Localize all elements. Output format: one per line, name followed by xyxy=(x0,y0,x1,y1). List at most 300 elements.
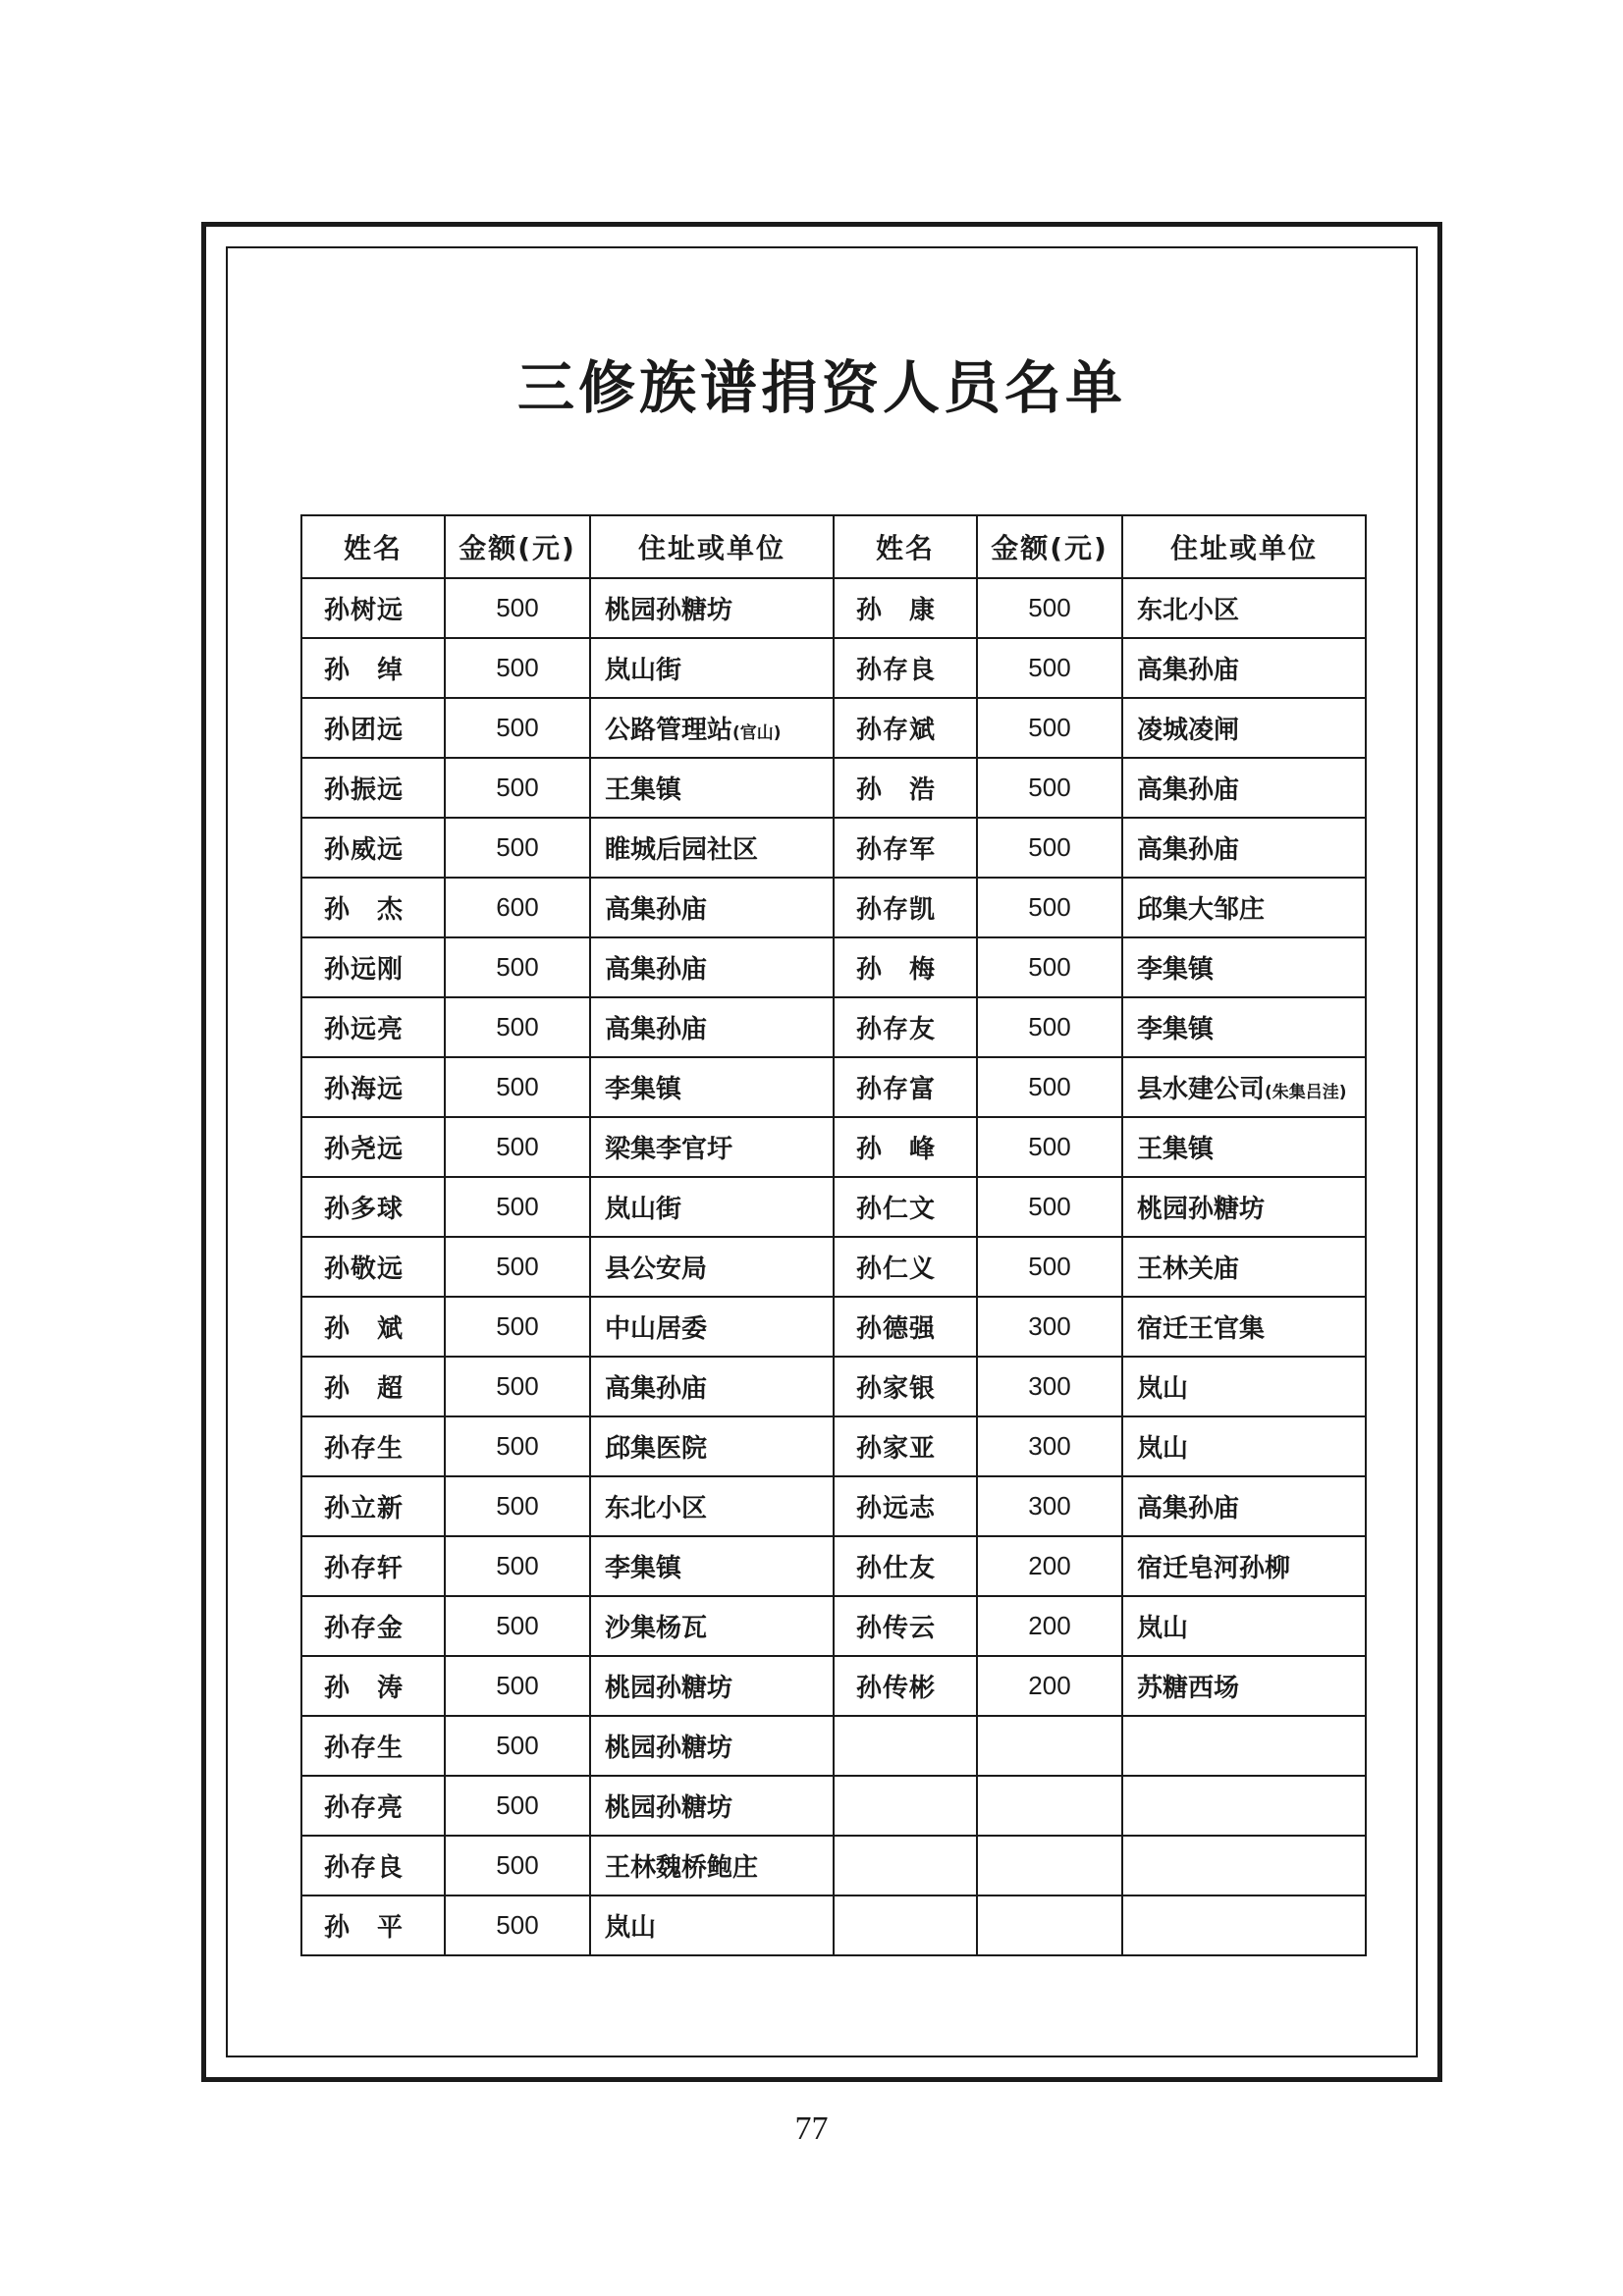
address-text: 高集孙庙 xyxy=(1137,775,1240,805)
donor-amount-cell-right xyxy=(977,818,1122,878)
donor-name-cell-right xyxy=(834,878,977,937)
donor-amount-cell-right xyxy=(977,1596,1122,1656)
donor-amount-cell-right xyxy=(977,1297,1122,1357)
name-text: 孙存良 xyxy=(324,1853,405,1883)
amount-text: 500 xyxy=(496,1012,539,1041)
donor-amount-cell-left xyxy=(445,1596,590,1656)
donor-amount-cell-right xyxy=(977,1896,1122,1955)
name-text: 孙 绰 xyxy=(324,656,405,685)
donor-name-cell-left xyxy=(301,1237,445,1297)
donor-amount-cell-right xyxy=(977,1117,1122,1177)
address-text: 宿迁皂河孙柳 xyxy=(1137,1554,1291,1583)
donor-name-cell-left xyxy=(301,1776,445,1836)
donor-name-cell-right xyxy=(834,1776,977,1836)
address-text: 桃园孙糖坊 xyxy=(605,1734,733,1763)
address-text: 李集镇 xyxy=(1137,955,1215,985)
name-text: 孙振远 xyxy=(324,775,405,805)
name-text: 孙威远 xyxy=(324,835,405,865)
address-text: 东北小区 xyxy=(605,1494,708,1523)
name-text: 孙立新 xyxy=(324,1494,405,1523)
outer-border-frame xyxy=(201,222,1442,2082)
name-text: 孙存生 xyxy=(324,1434,405,1464)
name-text: 孙多球 xyxy=(324,1195,405,1224)
donor-name-cell-right xyxy=(834,1297,977,1357)
amount-text: 500 xyxy=(1028,1072,1071,1101)
donor-address-cell-left xyxy=(590,1536,834,1596)
table-header xyxy=(301,515,1366,578)
donor-address-cell-right xyxy=(1122,1357,1366,1416)
donor-name-cell-right xyxy=(834,1117,977,1177)
donor-name-cell-right xyxy=(834,638,977,698)
table-row xyxy=(301,818,1366,878)
address-text: 高集孙庙 xyxy=(605,1015,708,1044)
donor-amount-cell-left xyxy=(445,758,590,818)
donor-address-cell-left xyxy=(590,1357,834,1416)
donor-address-cell-left xyxy=(590,937,834,997)
amount-text: 500 xyxy=(1028,892,1071,922)
donor-name-cell-right xyxy=(834,1416,977,1476)
donor-amount-cell-right xyxy=(977,1177,1122,1237)
donor-name-cell-right xyxy=(834,1357,977,1416)
donor-address-cell-left xyxy=(590,1656,834,1716)
donor-address-cell-right xyxy=(1122,937,1366,997)
amount-text: 500 xyxy=(496,773,539,802)
donor-address-cell-left xyxy=(590,638,834,698)
header-name-right: 姓名 xyxy=(834,515,977,578)
amount-text: 500 xyxy=(496,832,539,862)
address-text: 桃园孙糖坊 xyxy=(605,1793,733,1823)
address-text: 李集镇 xyxy=(605,1075,682,1104)
donor-address-cell-right xyxy=(1122,1057,1366,1117)
donor-amount-cell-right xyxy=(977,997,1122,1057)
donor-name-cell-right xyxy=(834,1177,977,1237)
address-text: 王林关庙 xyxy=(1137,1255,1240,1284)
donor-name-cell-right xyxy=(834,1596,977,1656)
donor-address-cell-left xyxy=(590,1596,834,1656)
donor-name-cell-left xyxy=(301,878,445,937)
table-row xyxy=(301,758,1366,818)
donor-name-cell-right xyxy=(834,1896,977,1955)
amount-text: 500 xyxy=(496,1132,539,1161)
table-row xyxy=(301,1416,1366,1476)
donor-name-cell-left xyxy=(301,1416,445,1476)
amount-text: 500 xyxy=(496,593,539,622)
donor-address-cell-left xyxy=(590,878,834,937)
address-text: 高集孙庙 xyxy=(1137,1494,1240,1523)
amount-text: 600 xyxy=(496,892,539,922)
donor-name-cell-left xyxy=(301,1297,445,1357)
name-text: 孙仁文 xyxy=(856,1195,937,1224)
donor-address-cell-left xyxy=(590,758,834,818)
donor-address-cell-left xyxy=(590,1237,834,1297)
name-text: 孙仁义 xyxy=(856,1255,937,1284)
amount-text: 500 xyxy=(496,1311,539,1341)
name-text: 孙存良 xyxy=(856,656,937,685)
inner-border-frame xyxy=(226,246,1418,2057)
address-text: 苏糖西场 xyxy=(1137,1674,1240,1703)
name-text: 孙存金 xyxy=(324,1614,405,1643)
donor-amount-cell-left xyxy=(445,1177,590,1237)
address-text: 高集孙庙 xyxy=(605,1374,708,1404)
address-text: 岚山 xyxy=(1137,1614,1189,1643)
address-text: 王集镇 xyxy=(1137,1135,1215,1164)
amount-text: 500 xyxy=(1028,713,1071,742)
donor-name-cell-left xyxy=(301,1177,445,1237)
table-row xyxy=(301,1177,1366,1237)
name-text: 孙存友 xyxy=(856,1015,937,1044)
address-text: 岚山 xyxy=(1137,1374,1189,1404)
table-row xyxy=(301,1357,1366,1416)
amount-text: 500 xyxy=(496,1790,539,1820)
donor-amount-cell-right xyxy=(977,937,1122,997)
address-text: 县公安局 xyxy=(605,1255,708,1284)
donor-address-cell-left xyxy=(590,1716,834,1776)
name-text: 孙 康 xyxy=(856,596,937,625)
donor-address-cell-right xyxy=(1122,1716,1366,1776)
donor-name-cell-left xyxy=(301,1896,445,1955)
donor-address-cell-right xyxy=(1122,698,1366,758)
table-row xyxy=(301,1836,1366,1896)
donor-address-cell-right xyxy=(1122,1656,1366,1716)
address-text: 李集镇 xyxy=(1137,1015,1215,1044)
donor-name-cell-left xyxy=(301,1536,445,1596)
table-row xyxy=(301,1237,1366,1297)
donor-name-cell-right xyxy=(834,937,977,997)
address-text: 王林魏桥鲍庄 xyxy=(605,1853,759,1883)
amount-text: 500 xyxy=(496,952,539,982)
donor-amount-cell-right xyxy=(977,1656,1122,1716)
table-row xyxy=(301,1297,1366,1357)
address-text: 高集孙庙 xyxy=(1137,656,1240,685)
donor-address-cell-right xyxy=(1122,818,1366,878)
donor-name-cell-left xyxy=(301,1057,445,1117)
donor-name-cell-right xyxy=(834,1656,977,1716)
donor-address-cell-left xyxy=(590,698,834,758)
address-text: 桃园孙糖坊 xyxy=(605,1674,733,1703)
donor-table xyxy=(300,514,1367,1956)
donor-amount-cell-right xyxy=(977,1836,1122,1896)
amount-text: 300 xyxy=(1028,1491,1071,1521)
donor-name-cell-left xyxy=(301,1836,445,1896)
name-text: 孙远志 xyxy=(856,1494,937,1523)
donor-amount-cell-right xyxy=(977,698,1122,758)
donor-amount-cell-left xyxy=(445,1776,590,1836)
amount-text: 500 xyxy=(1028,653,1071,682)
donor-amount-cell-left xyxy=(445,1836,590,1896)
address-text: 凌城凌闸 xyxy=(1137,716,1240,745)
donor-address-cell-right xyxy=(1122,1237,1366,1297)
name-text: 孙存亮 xyxy=(324,1793,405,1823)
donor-amount-cell-left xyxy=(445,638,590,698)
header-name-left: 姓名 xyxy=(301,515,445,578)
donor-address-cell-right xyxy=(1122,1596,1366,1656)
name-text: 孙家亚 xyxy=(856,1434,937,1464)
donor-amount-cell-right xyxy=(977,638,1122,698)
donor-name-cell-right xyxy=(834,1057,977,1117)
table-row xyxy=(301,937,1366,997)
donor-address-cell-left xyxy=(590,997,834,1057)
donor-amount-cell-left xyxy=(445,1476,590,1536)
name-text: 孙传彬 xyxy=(856,1674,937,1703)
donor-address-cell-right xyxy=(1122,1117,1366,1177)
donor-address-cell-right xyxy=(1122,1476,1366,1536)
name-text: 孙存生 xyxy=(324,1734,405,1763)
donor-address-cell-right xyxy=(1122,638,1366,698)
address-text: 睢城后园社区 xyxy=(605,835,759,865)
address-note-text: (官山) xyxy=(732,723,782,743)
donor-name-cell-right xyxy=(834,818,977,878)
donor-address-cell-right xyxy=(1122,578,1366,638)
address-text: 邱集大邹庄 xyxy=(1137,895,1266,925)
donor-name-cell-left xyxy=(301,1716,445,1776)
name-text: 孙存轩 xyxy=(324,1554,405,1583)
donor-address-cell-left xyxy=(590,1117,834,1177)
donor-amount-cell-right xyxy=(977,1536,1122,1596)
amount-text: 200 xyxy=(1028,1611,1071,1640)
name-text: 孙家银 xyxy=(856,1374,937,1404)
donor-amount-cell-left xyxy=(445,1416,590,1476)
donor-name-cell-left xyxy=(301,638,445,698)
donor-name-cell-right xyxy=(834,997,977,1057)
donor-amount-cell-left xyxy=(445,878,590,937)
donor-name-cell-right xyxy=(834,1237,977,1297)
header-address-left: 住址或单位 xyxy=(590,515,834,578)
name-text: 孙传云 xyxy=(856,1614,937,1643)
name-text: 孙远刚 xyxy=(324,955,405,985)
table-row xyxy=(301,638,1366,698)
donor-amount-cell-right xyxy=(977,1716,1122,1776)
donor-amount-cell-left xyxy=(445,1536,590,1596)
donor-address-cell-left xyxy=(590,1297,834,1357)
name-text: 孙敬远 xyxy=(324,1255,405,1284)
amount-text: 500 xyxy=(496,1850,539,1880)
name-text: 孙团远 xyxy=(324,716,405,745)
name-text: 孙 梅 xyxy=(856,955,937,985)
name-text: 孙海远 xyxy=(324,1075,405,1104)
header-row xyxy=(301,515,1366,578)
donor-amount-cell-left xyxy=(445,818,590,878)
address-text: 宿迁王官集 xyxy=(1137,1314,1266,1344)
donor-address-cell-right xyxy=(1122,997,1366,1057)
address-text: 县水建公司 xyxy=(1137,1075,1266,1104)
donor-amount-cell-left xyxy=(445,1896,590,1955)
page-title: 三修族谱捐资人员名单 xyxy=(516,354,1126,421)
amount-text: 500 xyxy=(1028,1132,1071,1161)
address-text: 岚山 xyxy=(1137,1434,1189,1464)
donor-address-cell-left xyxy=(590,818,834,878)
donor-address-cell-right xyxy=(1122,1177,1366,1237)
donor-address-cell-right xyxy=(1122,1896,1366,1955)
amount-text: 200 xyxy=(1028,1551,1071,1580)
donor-amount-cell-right xyxy=(977,878,1122,937)
donor-name-cell-right xyxy=(834,1836,977,1896)
donor-address-cell-left xyxy=(590,1776,834,1836)
address-text: 梁集李官圩 xyxy=(605,1135,733,1164)
name-text: 孙 斌 xyxy=(324,1314,405,1344)
address-text: 邱集医院 xyxy=(605,1434,708,1464)
donor-amount-cell-right xyxy=(977,1476,1122,1536)
donor-amount-cell-left xyxy=(445,937,590,997)
header-amount-left: 金额(元) xyxy=(445,515,590,578)
address-text: 王集镇 xyxy=(605,775,682,805)
donor-name-cell-left xyxy=(301,818,445,878)
donor-amount-cell-left xyxy=(445,1237,590,1297)
amount-text: 500 xyxy=(496,1072,539,1101)
amount-text: 500 xyxy=(496,713,539,742)
page-number: 77 xyxy=(794,2110,829,2147)
name-text: 孙存斌 xyxy=(856,716,937,745)
donor-amount-cell-right xyxy=(977,1237,1122,1297)
donor-amount-cell-left xyxy=(445,1057,590,1117)
donor-name-cell-left xyxy=(301,758,445,818)
name-text: 孙 浩 xyxy=(856,775,937,805)
donor-address-cell-right xyxy=(1122,1776,1366,1836)
amount-text: 500 xyxy=(496,1431,539,1461)
donor-amount-cell-left xyxy=(445,1716,590,1776)
address-text: 高集孙庙 xyxy=(605,895,708,925)
header-address-right: 住址或单位 xyxy=(1122,515,1366,578)
table-row xyxy=(301,698,1366,758)
table-row xyxy=(301,1716,1366,1776)
address-text: 岚山街 xyxy=(605,656,682,685)
amount-text: 500 xyxy=(496,1731,539,1760)
amount-text: 500 xyxy=(496,1252,539,1281)
donor-address-cell-right xyxy=(1122,1416,1366,1476)
donor-amount-cell-right xyxy=(977,1776,1122,1836)
address-text: 岚山 xyxy=(605,1913,657,1943)
table-row xyxy=(301,1656,1366,1716)
donor-address-cell-right xyxy=(1122,1836,1366,1896)
donor-name-cell-right xyxy=(834,578,977,638)
table-row xyxy=(301,878,1366,937)
amount-text: 500 xyxy=(496,1192,539,1221)
amount-text: 500 xyxy=(496,1910,539,1940)
address-text: 岚山街 xyxy=(605,1195,682,1224)
donor-name-cell-left xyxy=(301,937,445,997)
address-text: 东北小区 xyxy=(1137,596,1240,625)
donor-name-cell-left xyxy=(301,698,445,758)
donor-address-cell-right xyxy=(1122,878,1366,937)
donor-amount-cell-right xyxy=(977,578,1122,638)
name-text: 孙尧远 xyxy=(324,1135,405,1164)
donor-amount-cell-left xyxy=(445,1656,590,1716)
amount-text: 500 xyxy=(1028,773,1071,802)
table-row xyxy=(301,1476,1366,1536)
address-text: 公路管理站 xyxy=(605,716,733,745)
address-note-text: (朱集吕洼) xyxy=(1265,1083,1347,1102)
table-row xyxy=(301,1117,1366,1177)
amount-text: 500 xyxy=(1028,593,1071,622)
donor-amount-cell-right xyxy=(977,1357,1122,1416)
name-text: 孙仕友 xyxy=(856,1554,937,1583)
table-body xyxy=(301,578,1366,1955)
donor-amount-cell-left xyxy=(445,1357,590,1416)
name-text: 孙树远 xyxy=(324,596,405,625)
amount-text: 500 xyxy=(496,653,539,682)
donor-amount-cell-right xyxy=(977,758,1122,818)
table-row xyxy=(301,1596,1366,1656)
donor-name-cell-right xyxy=(834,1536,977,1596)
donor-name-cell-left xyxy=(301,997,445,1057)
donor-address-cell-right xyxy=(1122,1297,1366,1357)
amount-text: 200 xyxy=(1028,1671,1071,1700)
name-text: 孙存富 xyxy=(856,1075,937,1104)
amount-text: 500 xyxy=(496,1551,539,1580)
amount-text: 300 xyxy=(1028,1371,1071,1401)
amount-text: 500 xyxy=(1028,1192,1071,1221)
table-row xyxy=(301,578,1366,638)
amount-text: 300 xyxy=(1028,1431,1071,1461)
name-text: 孙 峰 xyxy=(856,1135,937,1164)
address-text: 高集孙庙 xyxy=(605,955,708,985)
amount-text: 500 xyxy=(496,1671,539,1700)
donor-amount-cell-left xyxy=(445,578,590,638)
amount-text: 500 xyxy=(1028,1012,1071,1041)
donor-address-cell-left xyxy=(590,1476,834,1536)
amount-text: 500 xyxy=(1028,1252,1071,1281)
donor-name-cell-left xyxy=(301,1117,445,1177)
table-row xyxy=(301,1536,1366,1596)
name-text: 孙存军 xyxy=(856,835,937,865)
donor-name-cell-left xyxy=(301,1656,445,1716)
amount-text: 300 xyxy=(1028,1311,1071,1341)
donor-address-cell-left xyxy=(590,1057,834,1117)
donor-amount-cell-left xyxy=(445,1297,590,1357)
name-text: 孙存凯 xyxy=(856,895,937,925)
name-text: 孙德强 xyxy=(856,1314,937,1344)
amount-text: 500 xyxy=(496,1611,539,1640)
donor-amount-cell-right xyxy=(977,1416,1122,1476)
donor-address-cell-right xyxy=(1122,758,1366,818)
donor-name-cell-left xyxy=(301,1596,445,1656)
donor-name-cell-right xyxy=(834,1476,977,1536)
donor-address-cell-right xyxy=(1122,1536,1366,1596)
name-text: 孙 涛 xyxy=(324,1674,405,1703)
address-text: 李集镇 xyxy=(605,1554,682,1583)
donor-address-cell-left xyxy=(590,1177,834,1237)
address-text: 高集孙庙 xyxy=(1137,835,1240,865)
address-text: 桃园孙糖坊 xyxy=(1137,1195,1266,1224)
name-text: 孙 平 xyxy=(324,1913,405,1943)
amount-text: 500 xyxy=(1028,832,1071,862)
donor-amount-cell-left xyxy=(445,997,590,1057)
address-text: 沙集杨瓦 xyxy=(605,1614,708,1643)
table-row xyxy=(301,1896,1366,1955)
donor-address-cell-left xyxy=(590,578,834,638)
name-text: 孙 超 xyxy=(324,1374,405,1404)
name-text: 孙 杰 xyxy=(324,895,405,925)
amount-text: 500 xyxy=(496,1491,539,1521)
donor-name-cell-left xyxy=(301,578,445,638)
donor-address-cell-left xyxy=(590,1836,834,1896)
table-row xyxy=(301,1776,1366,1836)
donor-name-cell-right xyxy=(834,698,977,758)
donor-amount-cell-left xyxy=(445,698,590,758)
address-text: 中山居委 xyxy=(605,1314,708,1344)
header-amount-right: 金额(元) xyxy=(977,515,1122,578)
donor-name-cell-right xyxy=(834,758,977,818)
donor-amount-cell-right xyxy=(977,1057,1122,1117)
amount-text: 500 xyxy=(1028,952,1071,982)
donor-address-cell-left xyxy=(590,1416,834,1476)
donor-address-cell-left xyxy=(590,1896,834,1955)
donor-name-cell-left xyxy=(301,1476,445,1536)
donor-name-cell-right xyxy=(834,1716,977,1776)
address-text: 桃园孙糖坊 xyxy=(605,596,733,625)
table-row xyxy=(301,1057,1366,1117)
table-row xyxy=(301,997,1366,1057)
amount-text: 500 xyxy=(496,1371,539,1401)
